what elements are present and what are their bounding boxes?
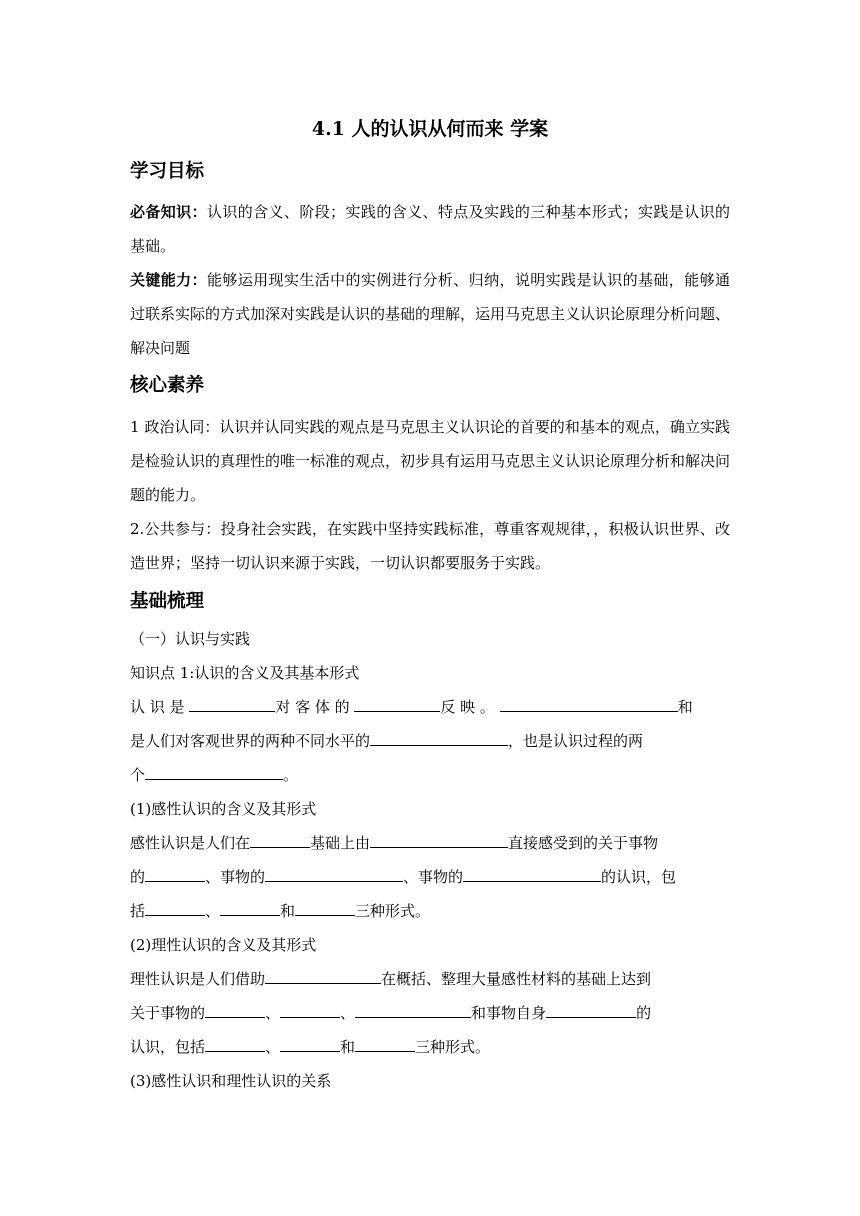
rational-line-1: 理性认识是人们借助 在概括、整理大量感性材料的基础上达到 <box>130 970 652 988</box>
knowledge-paragraph <box>130 195 730 263</box>
subheading-cognition-practice: （一）认识与实践 <box>130 630 251 648</box>
blank <box>280 1016 340 1018</box>
section-heading-objectives: 学习目标 <box>130 161 205 182</box>
blank <box>189 710 275 712</box>
blank <box>265 982 381 984</box>
document-title: 4.1 人的认识从何而来 学案 <box>311 118 549 140</box>
blank <box>220 914 280 916</box>
knowledge-text: 认识的含义、阶段；实践的含义、特点及实践的三种基本形式；实践是认识的基础。 <box>130 203 730 255</box>
blank <box>205 1050 265 1052</box>
blank <box>500 710 678 712</box>
blank <box>370 846 508 848</box>
heading-perceptual: (1)感性认识的含义及其形式 <box>130 800 317 818</box>
core-item-public: 2.公共参与：投身社会实践，在实践中坚持实践标准，尊重客观规律，，积极认识世界、改造世界；坚持一切认识来源于实践，一切认识都要服务于实践。 <box>130 520 730 572</box>
section-heading-basics: 基础梳理 <box>130 591 205 612</box>
blank <box>145 914 205 916</box>
ability-label: 关键能力： <box>130 271 207 289</box>
rational-line-2: 关于事物的 、 、 和事物自身 的 <box>130 1004 652 1022</box>
blank <box>546 1016 636 1018</box>
perceptual-line-2: 的 、事物的 、事物的 的认识，包 <box>130 868 677 886</box>
blank <box>295 914 355 916</box>
blank <box>355 1016 471 1018</box>
knowledge-label: 必备知识： <box>130 203 207 221</box>
heading-relation: (3)感性认识和理性认识的关系 <box>130 1072 332 1090</box>
fill-line-2: 是人们对客观世界的两种不同水平的 ，也是认识过程的两 <box>130 732 644 750</box>
perceptual-line-3: 括 、 和 三种形式。 <box>130 902 431 920</box>
heading-rational: (2)理性认识的含义及其形式 <box>130 936 317 954</box>
blank <box>280 1050 340 1052</box>
rational-line-3: 认识，包括 、 和 三种形式。 <box>130 1038 491 1056</box>
blank <box>265 880 403 882</box>
fill-line-1: 认 识 是 对 客 体 的 反 映 。 和 <box>130 698 693 716</box>
section-heading-core: 核心素养 <box>130 375 205 396</box>
blank <box>145 778 283 780</box>
ability-paragraph <box>130 263 730 365</box>
knowledge-point-1: 知识点 1:认识的含义及其基本形式 <box>130 664 360 682</box>
blank <box>205 1016 265 1018</box>
fill-line-3: 个 。 <box>130 766 299 784</box>
blank <box>463 880 601 882</box>
blank <box>370 744 508 746</box>
core-item-political: 1 政治认同：认识并认同实践的观点是马克思主义认识论的首要的和基本的观点，确立实践是检验认识的真理性的唯一标准的观点，初步具有运用马克思主义认识论原理分析和解决问题的能力。 <box>130 418 731 504</box>
blank <box>145 880 205 882</box>
ability-text: 能够运用现实生活中的实例进行分析、归纳，说明实践是认识的基础，能够通过联系实际的方式加深对实践是认识的基础的理解，运用马克思主义认识论原理分析问题、解决问题 <box>130 271 731 357</box>
blank <box>250 846 310 848</box>
blank <box>355 1050 415 1052</box>
blank <box>354 710 440 712</box>
perceptual-line-1: 感性认识是人们在 基础上由 直接感受到的关于事物 <box>130 834 659 852</box>
